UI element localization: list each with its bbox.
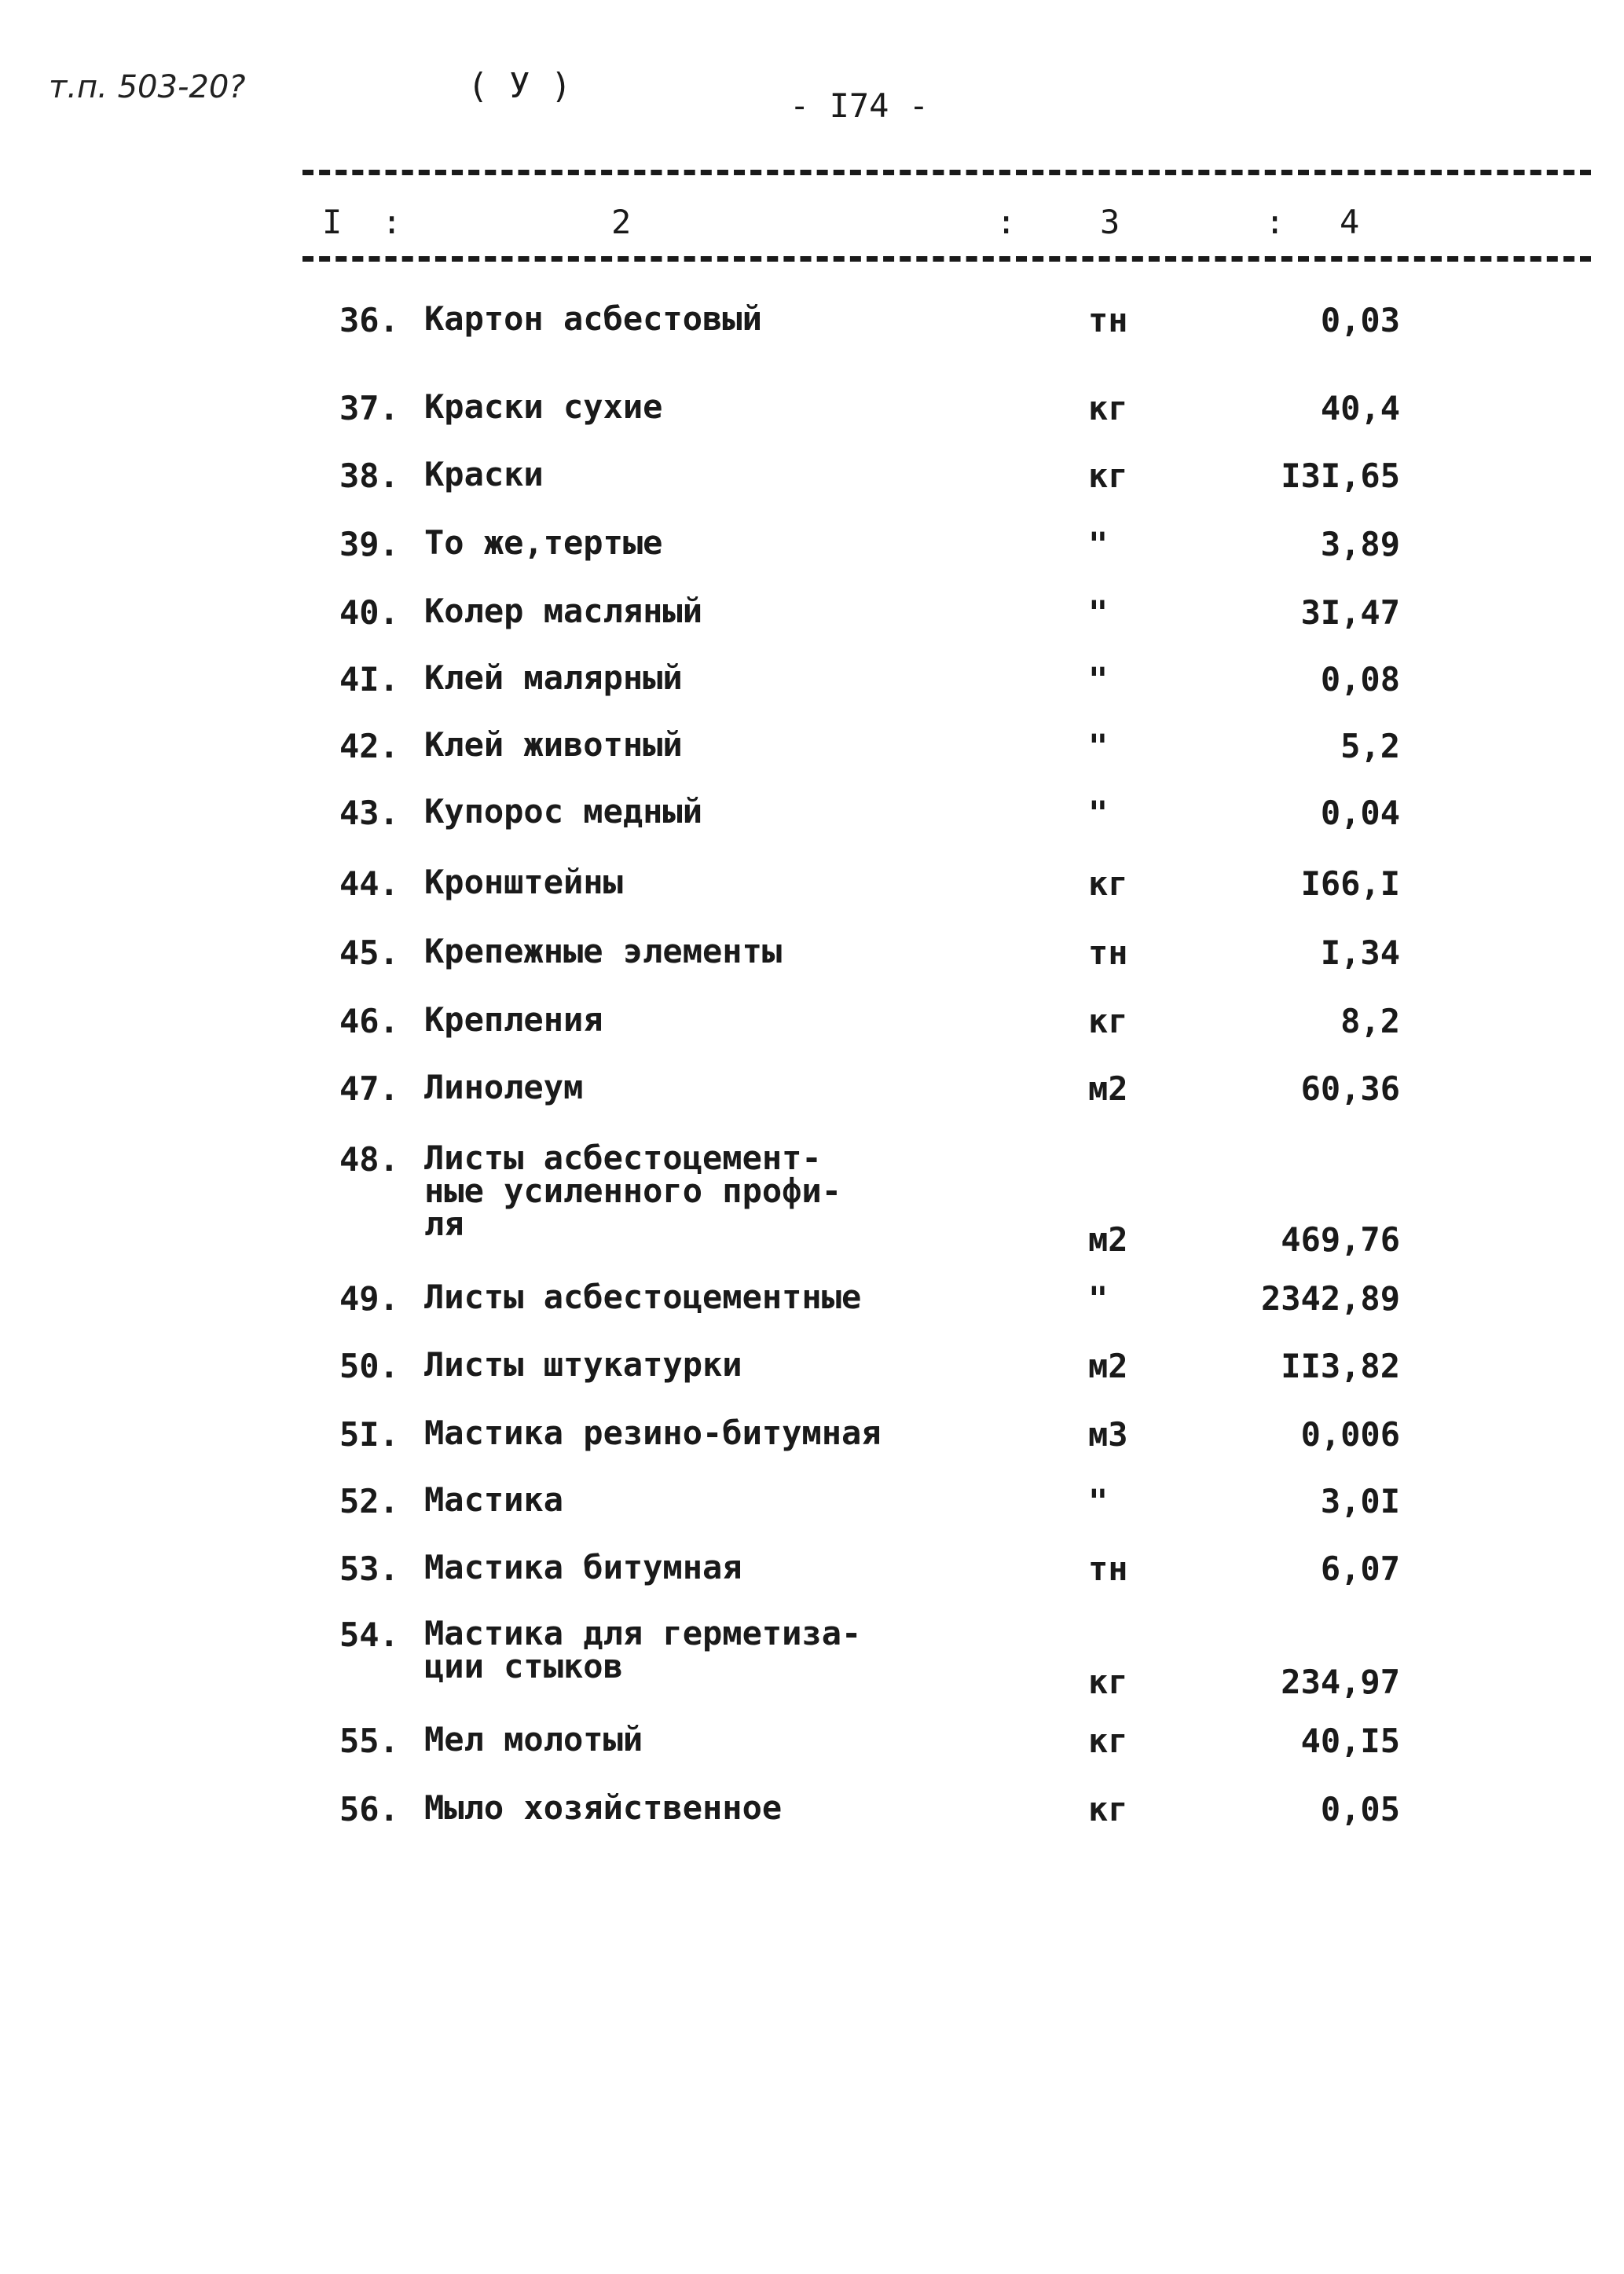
row-number: 42.: [339, 727, 399, 765]
row-name: [424, 1548, 742, 1586]
header-sep3: :: [1265, 203, 1285, 241]
row-name: [424, 1414, 882, 1452]
row-unit: кг: [1088, 389, 1128, 427]
row-number: 52.: [339, 1482, 399, 1520]
row-name-line: Клей малярный: [424, 658, 683, 697]
row-name-line: ные усиленного профи-: [424, 1172, 842, 1210]
row-unit: м3: [1088, 1415, 1128, 1454]
row-name-line: Краски сухие: [424, 387, 663, 426]
header-sep1: :: [382, 203, 402, 241]
row-name: [424, 725, 683, 764]
row-name: [424, 1139, 842, 1243]
header-col2: 2: [611, 203, 632, 241]
row-quantity: 40,4: [1320, 389, 1400, 427]
row-name-line: Мастика для герметиза-: [424, 1614, 862, 1652]
header-col1: I: [322, 203, 343, 241]
row-number: 5I.: [339, 1415, 399, 1454]
row-quantity: 0,05: [1320, 1790, 1400, 1828]
row-name-line: Мастика резино-битумная: [424, 1414, 882, 1452]
row-name: [424, 1720, 643, 1759]
row-unit: ": [1088, 660, 1109, 699]
row-name-line: Мел молотый: [424, 1720, 643, 1759]
row-number: 53.: [339, 1550, 399, 1588]
row-number: 44.: [339, 864, 399, 903]
row-quantity: 3I,47: [1300, 593, 1400, 632]
row-name-line: Листы асбестоцемент-: [424, 1139, 822, 1177]
row-quantity: 234,97: [1281, 1663, 1400, 1701]
row-name: [424, 1614, 862, 1685]
row-name: [424, 1068, 584, 1106]
header-sep2: :: [996, 203, 1017, 241]
page-number: - I74 -: [790, 86, 929, 125]
row-name: [424, 523, 663, 562]
row-name-line: ции стыков: [424, 1647, 623, 1685]
row-quantity: I66,I: [1300, 864, 1400, 903]
section-mark: ( У ): [467, 66, 572, 106]
row-number: 55.: [339, 1722, 399, 1760]
row-number: 38.: [339, 457, 399, 495]
row-name-line: Клей животный: [424, 725, 683, 764]
row-name: [424, 387, 663, 426]
row-quantity: 0,006: [1300, 1415, 1400, 1454]
row-name: [424, 1345, 742, 1384]
row-name: [424, 592, 703, 630]
row-quantity: 60,36: [1300, 1069, 1400, 1108]
row-unit: м2: [1088, 1220, 1128, 1259]
row-name-line: Листы штукатурки: [424, 1345, 742, 1384]
row-number: 45.: [339, 933, 399, 972]
row-quantity: 3,89: [1320, 525, 1400, 563]
row-name: [424, 1480, 564, 1519]
row-unit: ": [1088, 593, 1109, 632]
row-unit: м2: [1088, 1069, 1128, 1108]
row-unit: кг: [1088, 1002, 1128, 1040]
row-name: [424, 1278, 862, 1316]
row-quantity: 469,76: [1281, 1220, 1400, 1259]
row-name-line: ля: [424, 1205, 464, 1243]
row-name: [424, 792, 703, 831]
row-number: 36.: [339, 301, 399, 339]
row-number: 43.: [339, 794, 399, 832]
row-unit: м2: [1088, 1347, 1128, 1385]
row-quantity: II3,82: [1281, 1347, 1400, 1385]
row-name: [424, 299, 762, 338]
row-name-line: Мыло хозяйственное: [424, 1788, 783, 1827]
row-quantity: 3,0I: [1320, 1482, 1400, 1520]
row-name: [424, 1788, 783, 1827]
row-number: 40.: [339, 593, 399, 632]
row-name-line: Мастика битумная: [424, 1548, 742, 1586]
table-header-rule: [302, 256, 1591, 262]
row-quantity: 40,I5: [1300, 1722, 1400, 1760]
row-name: [424, 863, 623, 901]
row-name: [424, 932, 783, 970]
row-number: 54.: [339, 1616, 399, 1654]
row-number: 56.: [339, 1790, 399, 1828]
row-name-line: То же,тертые: [424, 523, 663, 562]
row-name: [424, 1000, 603, 1039]
table-top-rule: [302, 170, 1591, 175]
row-quantity: 5,2: [1340, 727, 1400, 765]
document-code: т.п. 503-20?: [49, 69, 246, 105]
row-name: [424, 455, 544, 493]
row-number: 39.: [339, 525, 399, 563]
row-name-line: Колер масляный: [424, 592, 703, 630]
row-name-line: Мастика: [424, 1480, 564, 1519]
row-number: 49.: [339, 1279, 399, 1318]
row-quantity: I,34: [1320, 933, 1400, 972]
row-unit: ": [1088, 525, 1109, 563]
row-number: 48.: [339, 1140, 399, 1179]
row-unit: кг: [1088, 864, 1128, 903]
row-quantity: 8,2: [1340, 1002, 1400, 1040]
row-quantity: I3I,65: [1281, 457, 1400, 495]
row-quantity: 0,04: [1320, 794, 1400, 832]
row-quantity: 0,08: [1320, 660, 1400, 699]
row-number: 37.: [339, 389, 399, 427]
row-unit: ": [1088, 794, 1109, 832]
row-unit: ": [1088, 1279, 1109, 1318]
row-quantity: 6,07: [1320, 1550, 1400, 1588]
header-col3: 3: [1100, 203, 1120, 241]
row-name-line: Картон асбестовый: [424, 299, 762, 338]
row-unit: кг: [1088, 457, 1128, 495]
row-unit: ": [1088, 1482, 1109, 1520]
row-unit: кг: [1088, 1790, 1128, 1828]
row-name-line: Листы асбестоцементные: [424, 1278, 862, 1316]
row-unit: ": [1088, 727, 1109, 765]
row-name: [424, 658, 683, 697]
row-name-line: Крепления: [424, 1000, 603, 1039]
row-name-line: Кронштейны: [424, 863, 623, 901]
row-number: 47.: [339, 1069, 399, 1108]
row-name-line: Крепежные элементы: [424, 932, 783, 970]
row-quantity: 0,03: [1320, 301, 1400, 339]
row-unit: тн: [1088, 1550, 1128, 1588]
row-unit: кг: [1088, 1722, 1128, 1760]
row-unit: тн: [1088, 301, 1128, 339]
row-number: 50.: [339, 1347, 399, 1385]
row-name-line: Краски: [424, 455, 544, 493]
row-unit: тн: [1088, 933, 1128, 972]
row-number: 46.: [339, 1002, 399, 1040]
header-col4: 4: [1340, 203, 1360, 241]
row-number: 4I.: [339, 660, 399, 699]
row-name-line: Купорос медный: [424, 792, 703, 831]
row-unit: кг: [1088, 1663, 1128, 1701]
row-quantity: 2342,89: [1260, 1279, 1400, 1318]
row-name-line: Линолеум: [424, 1068, 584, 1106]
